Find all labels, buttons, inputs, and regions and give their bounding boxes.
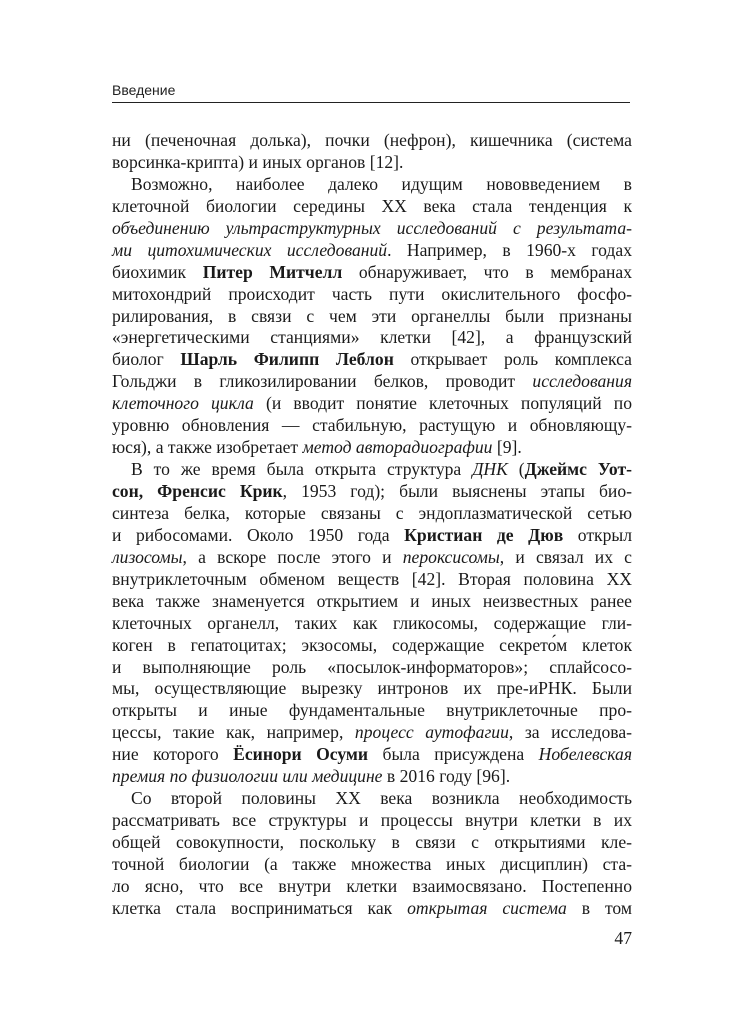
italic-term: премия по физиологии или медицине	[112, 766, 383, 787]
text-line	[112, 218, 632, 240]
body-text	[112, 130, 632, 920]
italic-term: ми цитохимических исследований	[112, 239, 388, 260]
text-line	[112, 569, 632, 591]
text-run: В то же время была открыта структура	[131, 459, 473, 480]
text-line	[112, 459, 632, 481]
text-line	[112, 657, 632, 679]
text-line	[112, 503, 632, 525]
italic-term: ДНК	[472, 459, 508, 480]
text-run: , 1953 год); были выяснены этапы био-	[282, 481, 632, 501]
text-run: открыты и иные фундаментальные внутриклеточные про-	[112, 700, 632, 721]
text-line	[112, 547, 632, 569]
text-line	[112, 832, 632, 854]
text-run: юся), а также изобретает	[112, 437, 303, 458]
text-line	[112, 525, 632, 547]
italic-term: пероксисомы	[402, 546, 500, 567]
running-header-title: Введение	[112, 82, 176, 98]
text-line	[112, 437, 632, 459]
text-run: митохондрий происходит часть пути окислительного фосфо-	[112, 283, 632, 304]
text-line	[112, 744, 632, 766]
text-line	[112, 678, 632, 700]
italic-term: объединению ультраструктурных исследований с результата-	[112, 217, 632, 238]
text-run: , за исследова-	[508, 722, 633, 743]
text-line	[112, 591, 632, 613]
text-run: уровню обновления — стабильную, растущую и обновляющу-	[112, 415, 632, 436]
bold-name: Ёсинори Осуми	[233, 744, 369, 765]
text-run: ворсинка-крипта) и иных органов [12].	[112, 151, 404, 172]
text-run: биолог	[112, 349, 181, 370]
text-line	[112, 284, 632, 306]
text-run: в том	[566, 897, 632, 918]
bold-name: сон, Френсис Крик	[112, 481, 283, 501]
text-run: , и связал их с	[499, 546, 632, 567]
text-run: [9].	[492, 437, 522, 458]
text-line	[112, 393, 632, 415]
text-run: открывает роль комплекса	[393, 349, 632, 370]
text-run: (и вводит понятие клеточных популяций по	[253, 393, 632, 414]
text-run: цессы, такие как, например,	[112, 722, 355, 743]
text-line	[112, 810, 632, 832]
text-run: ние которого	[112, 744, 234, 765]
italic-term: процесс аутофагии	[354, 722, 509, 743]
text-run: «энергетическими станциями» клетки [42], а французский	[112, 327, 632, 348]
text-run: Со второй половины XX века возникла необходимость	[131, 788, 632, 809]
text-line	[112, 196, 632, 218]
text-run: Возможно, наиболее далеко идущим нововведением в	[131, 173, 632, 194]
text-line	[112, 876, 632, 898]
italic-term: исследования	[532, 371, 632, 392]
text-line	[112, 327, 632, 349]
text-line	[112, 349, 632, 371]
text-run: века также знаменуется открытием и иных неизвестных ранее	[112, 590, 632, 611]
italic-term: Нобелевская	[538, 744, 633, 765]
text-line	[112, 371, 632, 393]
text-line	[112, 613, 632, 635]
italic-term: лизосомы	[112, 546, 183, 567]
italic-term: клеточного цикла	[112, 393, 254, 414]
text-run: в 2016 году [96].	[382, 766, 511, 787]
text-run: биохимик	[112, 261, 203, 282]
text-run: и рибосомами. Около 1950 года	[112, 524, 405, 545]
text-run: рилирования, в связи с чем эти органеллы были признаны	[112, 305, 632, 326]
bold-name: Питер Митчелл	[202, 261, 343, 282]
text-run: обнаруживает, что в мембранах	[342, 261, 632, 282]
text-run: синтеза белка, которые связаны с эндоплазматической сетью	[112, 502, 632, 523]
text-line	[112, 700, 632, 722]
text-run: ни (печеночная долька), почки (нефрон), кишечника (система	[112, 130, 632, 150]
text-run: клеточных органелл, таких как гликосомы, содержащие гли-	[112, 612, 632, 633]
text-line	[112, 415, 632, 437]
text-run: Гольджи в гликозилировании белков, проводит	[112, 371, 533, 392]
header-rule	[112, 102, 630, 103]
italic-term: метод авторадиографии	[302, 437, 493, 458]
text-line	[112, 152, 632, 174]
text-line	[112, 306, 632, 328]
text-line	[112, 898, 632, 920]
text-line	[112, 174, 632, 196]
text-run: открыл	[563, 524, 632, 545]
text-line	[112, 262, 632, 284]
text-run: была присуждена	[368, 744, 539, 765]
text-line	[112, 722, 632, 744]
text-run: внутриклеточным обменом веществ [42]. Вторая половина XX	[112, 568, 632, 589]
page-number: 47	[614, 928, 632, 948]
bold-name: Джеймс Уот-	[524, 459, 632, 480]
text-line	[112, 481, 632, 503]
text-run: . Например, в 1960-х годах	[387, 239, 632, 260]
text-line	[112, 240, 632, 262]
text-run: рассматривать все структуры и процессы внутри клетки в их	[112, 810, 632, 831]
text-run: , а вскоре после этого и	[182, 546, 403, 567]
text-run: клетка стала восприниматься как	[112, 897, 408, 918]
text-run: точной биологии (а также множества иных дисциплин) ста-	[112, 853, 632, 874]
text-run: мы, осуществляющие вырезку интронов их пре-иРНК. Были	[112, 678, 632, 699]
text-line	[112, 788, 632, 810]
text-line	[112, 635, 632, 657]
bold-name: Шарль Филипп Леблон	[180, 349, 394, 370]
text-run: клеточной биологии середины XX века стала тенденция к	[112, 195, 632, 216]
text-line	[112, 854, 632, 876]
bold-name: Кристиан де Дюв	[404, 524, 564, 545]
text-run: общей совокупности, поскольку в связи с открытиями кле-	[112, 832, 632, 852]
text-line	[112, 130, 632, 152]
italic-term: открытая система	[407, 897, 567, 918]
text-run: коген в гепатоцитах; экзосомы, содержащие секрето́м клеток	[112, 634, 632, 655]
text-run: ло ясно, что все внутри клетки взаимосвязано. Постепенно	[112, 875, 632, 896]
text-line	[112, 766, 632, 788]
text-run: и выполняющие роль «посылок-информаторов»; сплайсосо-	[112, 656, 632, 677]
text-run: (	[507, 459, 525, 480]
